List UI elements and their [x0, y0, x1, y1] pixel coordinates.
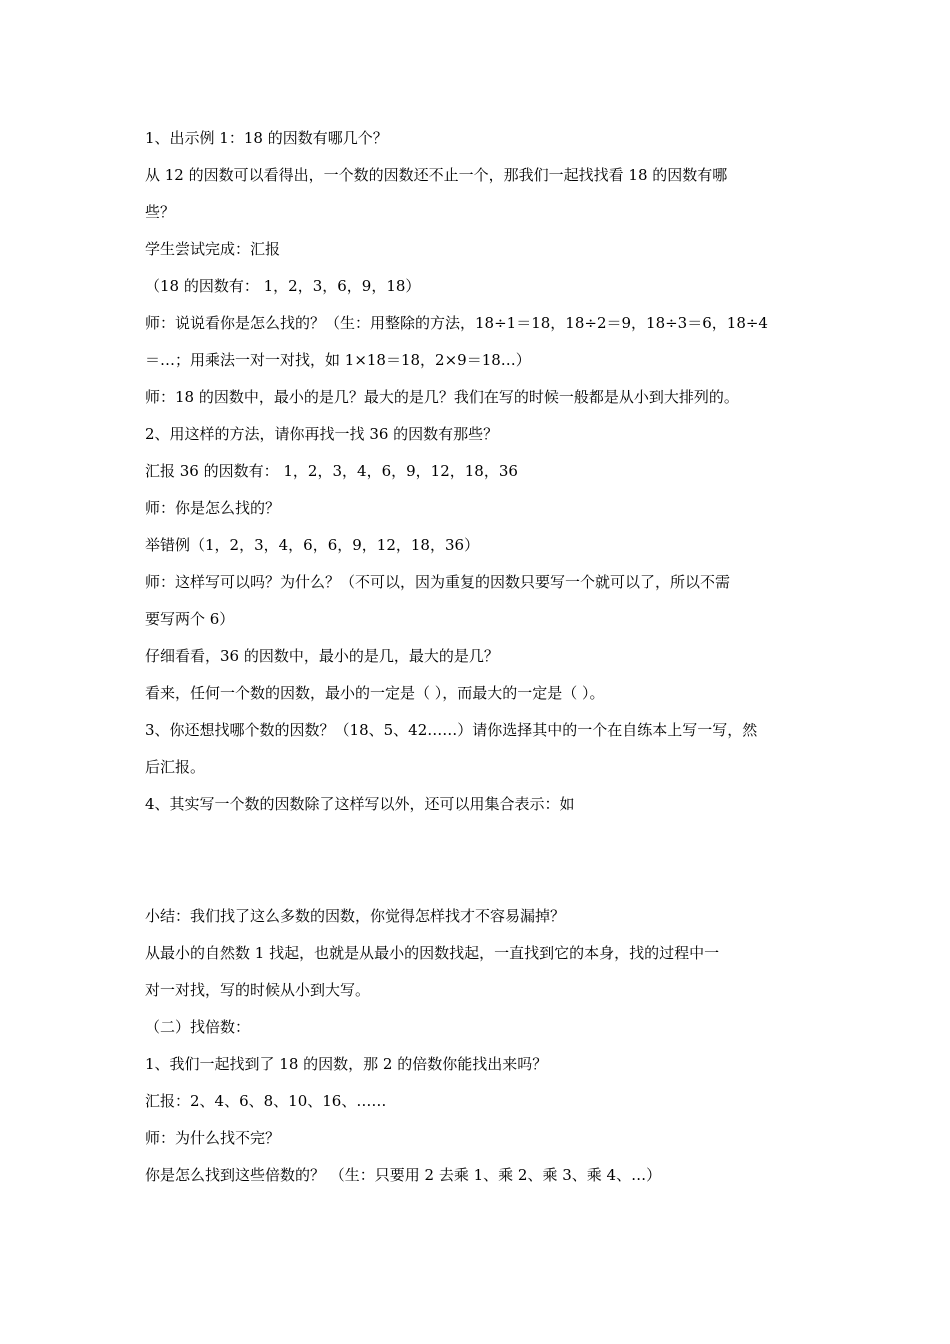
text-line: （18 的因数有： 1，2，3，6，9，18） — [145, 277, 421, 295]
text-line: 汇报 36 的因数有： 1，2，3，4，6，9，12，18，36 — [145, 462, 518, 480]
text-line: 学生尝试完成：汇报 — [145, 240, 281, 258]
text-line: 师：这样写可以吗？为什么？（不可以，因为重复的因数只要写一个就可以了，所以不需 — [145, 573, 731, 591]
text-line: 1、出示例 1：18 的因数有哪几个？ — [145, 129, 388, 147]
text-line: 些？ — [145, 203, 176, 221]
text-line: 后汇报。 — [145, 758, 206, 776]
text-line: 对一对找，写的时候从小到大写。 — [145, 981, 371, 999]
text-line: 小结：我们找了这么多数的因数，你觉得怎样找才不容易漏掉？ — [145, 907, 566, 925]
text-line: 汇报：2、4、6、8、10、16、…… — [145, 1092, 387, 1110]
text-line: 2、用这样的方法，请你再找一找 36 的因数有那些？ — [145, 425, 499, 443]
text-line: 师：为什么找不完？ — [145, 1129, 281, 1147]
text-line: 举错例（1，2，3，4，6，6，9，12，18，36） — [145, 536, 480, 554]
text-line: 4、其实写一个数的因数除了这样写以外，还可以用集合表示：如 — [145, 795, 575, 813]
text-line: 3、你还想找哪个数的因数？（18、5、42……）请你选择其中的一个在自练本上写一写，然 — [145, 721, 758, 739]
text-line: 你是怎么找到这些倍数的？ （生：只要用 2 去乘 1、乘 2、乘 3、乘 4、…） — [145, 1166, 662, 1184]
text-line: 看来，任何一个数的因数，最小的一定是（ ），而最大的一定是（ ）。 — [145, 684, 605, 702]
text-line: 师：18 的因数中，最小的是几？最大的是几？我们在写的时候一般都是从小到大排列的。 — [145, 388, 739, 406]
text-line: 要写两个 6） — [145, 610, 235, 628]
text-line: ＝…；用乘法一对一对找，如 1×18＝18，2×9＝18…） — [145, 351, 531, 369]
text-line: （二）找倍数： — [145, 1018, 251, 1036]
text-line: 从 12 的因数可以看得出，一个数的因数还不止一个，那我们一起找找看 18 的因数有哪 — [145, 166, 728, 184]
text-line: 从最小的自然数 1 找起，也就是从最小的因数找起，一直找到它的本身，找的过程中一 — [145, 944, 720, 962]
text-line: 师：说说看你是怎么找的？（生：用整除的方法，18÷1＝18，18÷2＝9，18÷3＝6，18÷4 — [145, 314, 768, 332]
text-line: 师：你是怎么找的？ — [145, 499, 281, 517]
text-line: 1、我们一起找到了 18 的因数，那 2 的倍数你能找出来吗？ — [145, 1055, 548, 1073]
text-line: 仔细看看，36 的因数中，最小的是几，最大的是几？ — [145, 647, 499, 665]
